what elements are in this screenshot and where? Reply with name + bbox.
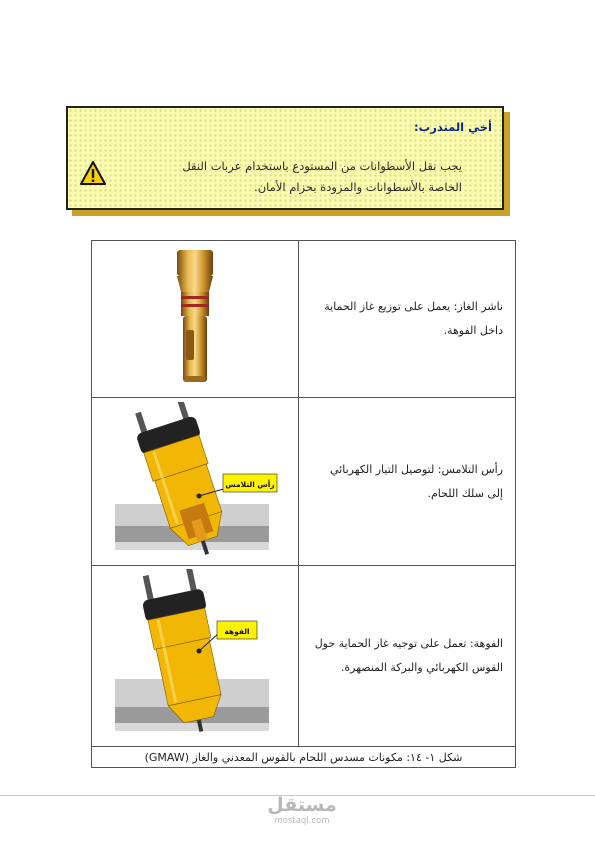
table-row [92,566,516,747]
note-text [142,156,462,198]
table-row [92,241,516,398]
contact-tip-label: رأس التلامس [225,479,275,489]
nozzle-description [299,566,516,747]
table-row [92,398,516,566]
trainee-note-box [66,106,504,210]
note-line-1: يجب نقل الأسطوانات من المستودع باستخدام عربات النقل [182,159,462,173]
contact-tip-description [299,398,516,566]
caption-row [92,747,516,768]
nozzle-image [95,569,295,744]
watermark-latin: mostaql.com [274,816,330,826]
row2-line1: رأس التلامس: لتوصيل التيار الكهربائي [329,462,503,476]
gmaw-components-table [91,240,516,768]
row1-line2: داخل الفوهة. [443,324,503,337]
note-title: أخي المتدرب: [414,120,492,134]
warning-icon [80,160,106,186]
gas-diffuser-image [95,244,295,394]
row1-line1: ناشر الغاز: يعمل على توزيع غاز الحماية [324,300,503,313]
contact-tip-image [95,402,295,562]
figure-caption: شكل ١- ١٤: مكونات مسدس اللحام بالقوس المعدني والغاز (GMAW) [92,747,516,768]
mostaql-watermark [262,794,342,826]
gas-diffuser-image-cell [92,241,299,398]
row3-line2: القوس الكهربائي والبركة المنصهرة. [340,661,503,674]
contact-tip-image-cell [92,398,299,566]
row2-line2: إلى سلك اللحام. [427,486,503,500]
watermark-arabic: مستقل [267,794,337,816]
nozzle-label: الفوهة [224,626,250,636]
gas-diffuser-description [299,241,516,398]
nozzle-image-cell [92,566,299,747]
note-line-2: الخاصة بالأسطوانات والمزودة بحزام الأمان. [254,180,462,194]
row3-line1: الفوهة: تعمل على توجيه غاز الحماية حول [314,637,503,650]
